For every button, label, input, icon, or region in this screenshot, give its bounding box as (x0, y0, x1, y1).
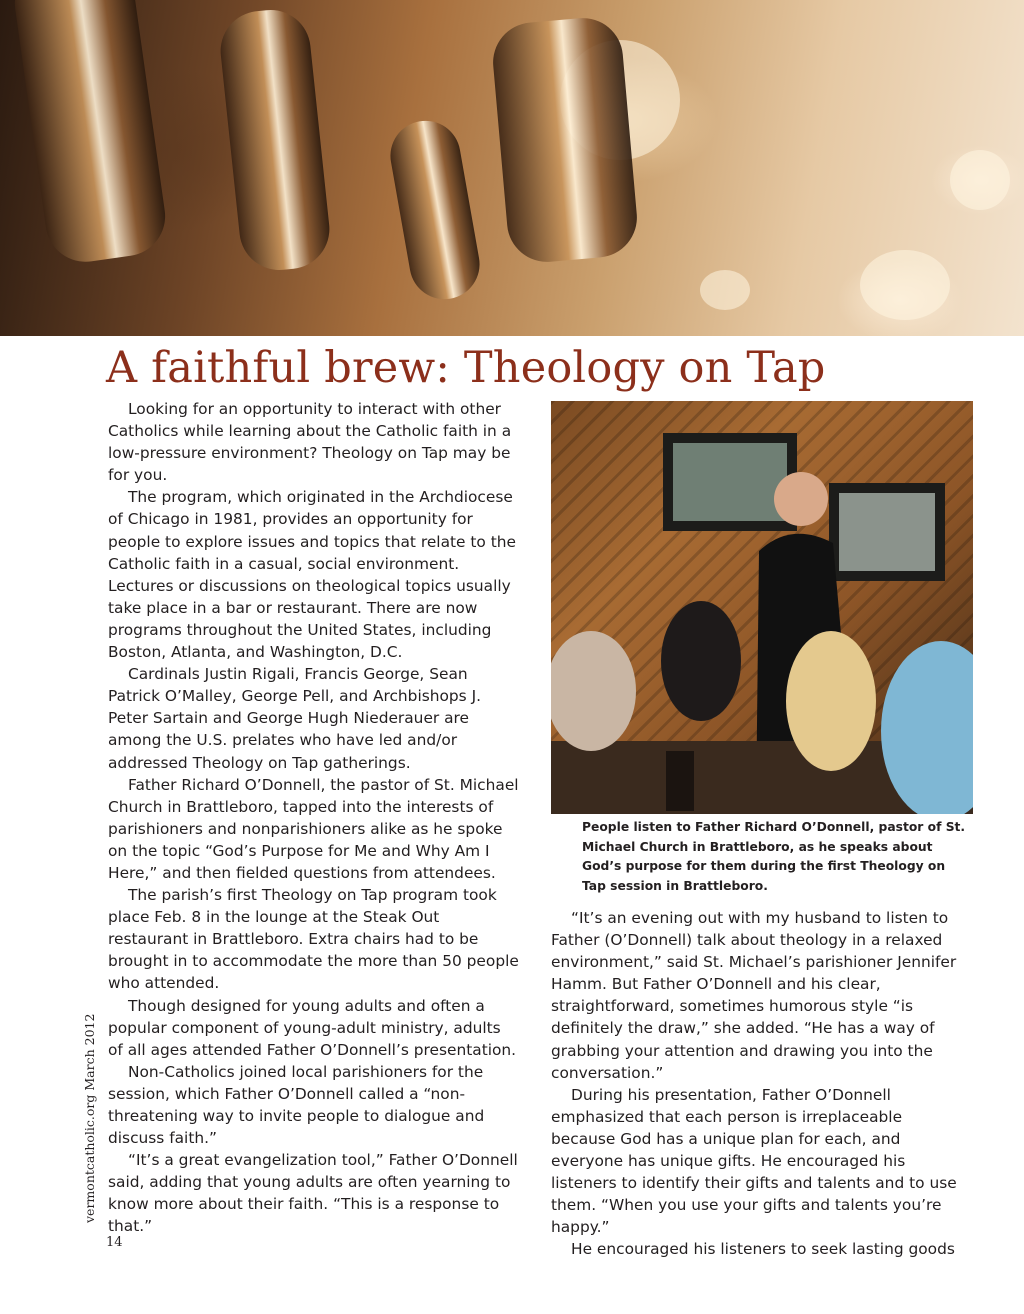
body-paragraph: Though designed for young adults and often a popular component of young-adult ministry, adults of all ages attended Father O’Donnell’s presentation. (108, 996, 517, 1059)
beer-tap-handle (10, 0, 171, 267)
event-photo-scene (551, 401, 973, 814)
audience-member (551, 631, 636, 751)
beer-glass (666, 751, 694, 811)
article-title: A faithful brew: Theology on Tap (106, 343, 826, 393)
beer-tap-handle (217, 6, 334, 274)
left-column (108, 398, 520, 1238)
hero-photo-beer-taps (0, 0, 1024, 336)
audience-member (881, 641, 973, 814)
framed-car-painting-canvas (839, 493, 935, 571)
beer-tap-handle (490, 15, 640, 265)
bokeh-light (700, 270, 750, 310)
beer-tap-handle (385, 115, 485, 304)
body-paragraph: Cardinals Justin Rigali, Francis George, Sean Patrick O’Malley, George Pell, and Archbishops J. Peter Sartain and George Hugh Niederauer are among the U.S. prelates who have led and/or addressed Theology on Tap gatherings. (108, 665, 482, 772)
body-paragraph: “It’s a great evangelization tool,” Father O’Donnell said, adding that young adults are often yearning to know more about their faith. “This is a response to that.” (108, 1151, 518, 1236)
body-paragraph: “It’s an evening out with my husband to listen to Father (O’Donnell) talk about theology in a relaxed environment,” said St. Michael’s parishioner Jennifer Hamm. But Father O’Donnell and his clear, straightforward, sometimes humorous style “is definitely the draw,” she added. “He has a way of grabbing your attention and drawing you into the conversation.” (551, 909, 957, 1082)
framed-car-painting-canvas (673, 443, 787, 521)
audience-member (661, 601, 741, 721)
page-number: 14 (106, 1235, 123, 1250)
bokeh-light (860, 250, 950, 320)
audience-member (786, 631, 876, 771)
body-paragraph: The parish’s first Theology on Tap program took place Feb. 8 in the lounge at the Steak Out restaurant in Brattleboro. Extra chairs had to be brought in to accommodate the more than 50 people who attended. (108, 886, 519, 993)
body-paragraph: The program, which originated in the Archdiocese of Chicago in 1981, provides an opportunity for people to explore issues and topics that relate to the Catholic faith in a casual, social environment. Lectures or discussions on theological topics usually take place in a bar or restaurant. There are now programs throughout the United States, including Boston, Atlanta, and Washington, D.C. (108, 488, 516, 662)
body-paragraph: During his presentation, Father O’Donnell emphasized that each person is irreplaceable because God has a unique plan for each, and everyone has unique gifts. He encouraged his listeners to identify their gifts and talents and to use them. “When you use your gifts and talents you’re happy.” (551, 1085, 957, 1237)
event-photo (551, 401, 973, 814)
photo-caption: People listen to Father Richard O’Donnell, pastor of St. Michael Church in Brattleboro, as he speaks about God’s purpose for them during the first Theology on Tap session in Brattleboro. (582, 820, 966, 893)
bokeh-light (950, 150, 1010, 210)
body-paragraph: Looking for an opportunity to interact with other Catholics while learning about the Catholic faith in a low-pressure environment? Theology on Tap may be for you. (108, 400, 512, 485)
body-paragraph: Father Richard O’Donnell, the pastor of St. Michael Church in Brattleboro, tapped into the interests of parishioners and nonparishioners alike as he spoke on the topic “God’s Purpose for Me and Why Am I Here,” and then fielded questions from attendees. (108, 775, 519, 882)
right-column (551, 907, 963, 1261)
body-paragraph: Non-Catholics joined local parishioners for the session, which Father O’Donnell called a “non-threatening way to invite people to dialogue and discuss faith.” (108, 1062, 485, 1148)
body-paragraph: He encouraged his listeners to seek lasting goods (571, 1240, 955, 1259)
publication-sidebar: vermontcatholic.org March 2012 (82, 1013, 97, 1223)
priest-head (774, 472, 828, 526)
